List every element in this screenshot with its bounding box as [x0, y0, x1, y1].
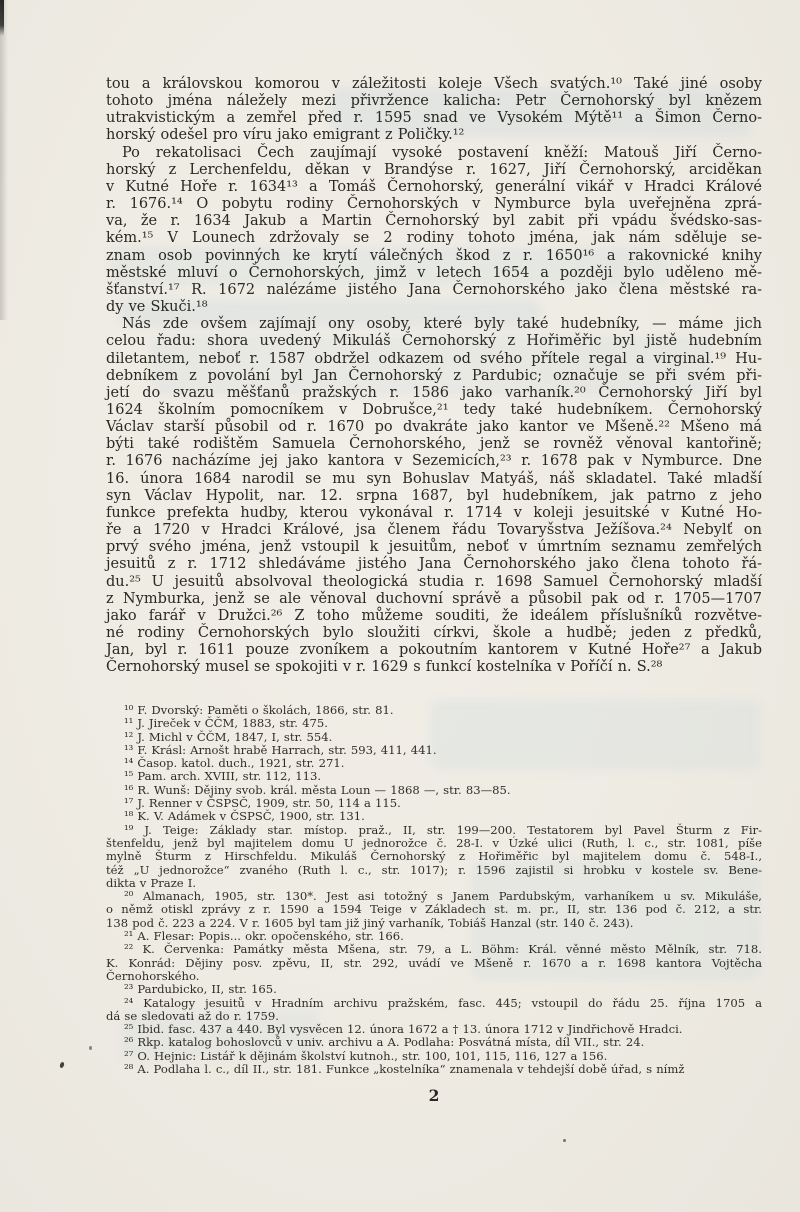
text-line: jesuitů z r. 1712 shledáváme jistého Jana Černohorského jako člena tohoto řá- — [106, 556, 762, 573]
text-line: ¹⁷ J. Renner v ČSPSČ, 1909, str. 50, 114 a 115. — [124, 796, 401, 811]
footnote — [106, 1050, 762, 1063]
paragraph — [106, 145, 762, 317]
footnote — [106, 797, 762, 810]
footnote — [106, 997, 762, 1024]
text-line: ¹⁸ K. V. Adámek v ČSPSČ, 1900, str. 131. — [124, 809, 365, 824]
text-line: syn Václav Hypolit, nar. 12. srpna 1687, byl hudebníkem, jak patrno z jeho — [106, 487, 762, 504]
text-line: ¹⁵ Pam. arch. XVIII, str. 112, 113. — [124, 769, 322, 784]
text-line: du.²⁵ U jesuitů absolvoval theologická studia r. 1698 Samuel Černohorský mladší — [106, 573, 762, 590]
text-line: jako farář v Družci.²⁶ Z toho můžeme souditi, že ideálem příslušníků rozvětve- — [106, 607, 762, 624]
footnote — [106, 943, 762, 983]
text-line: Nás zde ovšem zajímají ony osoby, které byly také hudebníky, — máme jich — [122, 316, 762, 333]
text-line: ²⁶ Rkp. katalog bohoslovců v univ. archivu a A. Podlaha: Posvátná místa, díl VII., str. 24. — [124, 1035, 645, 1050]
text-line: Václav starší působil od r. 1670 po dvakráte jako kantor ve Mšeně.²² Mšeno má — [106, 419, 762, 436]
footnote — [106, 1023, 762, 1036]
text-line: Jan, byl r. 1611 pouze zvoníkem a pokoutním kantorem v Kutné Hoře²⁷ a Jakub — [106, 642, 762, 659]
text-line: dá se sledovati až do r. 1759. — [106, 1008, 279, 1023]
text-line: šťanství.¹⁷ R. 1672 nalézáme jistého Jana Černohorského jako člena městské ra- — [106, 281, 762, 298]
text-line: dy ve Skuči.¹⁸ — [106, 299, 208, 316]
text-line: městské mluví o Černohorských, jimž v letech 1654 a později bylo uděleno mě- — [106, 264, 762, 281]
text-line: Černohorský musel se spokojiti v r. 1629 s funkcí kostelníka v Poříčí n. S.²⁸ — [106, 659, 663, 676]
text-line: ²³ Pardubicko, II, str. 165. — [124, 982, 277, 997]
text-line: ²⁸ A. Podlaha l. c., díl II., str. 181. Funkce „kostelníka“ znamenala v tehdejší době úřad, s nímž — [124, 1062, 685, 1077]
text-line: mylně Šturm z Hirschfeldu. Mikuláš Černohorský z Hořiměřic byl majitelem domu č. 548-I., — [106, 849, 762, 864]
footnote — [106, 784, 762, 797]
text-line: ¹⁴ Časop. katol. duch., 1921, str. 271. — [124, 756, 345, 771]
text-line: horský odešel pro víru jako emigrant z Poličky.¹² — [106, 127, 465, 144]
text-line: tou a královskou komorou v záležitosti koleje Všech svatých.¹⁰ Také jiné osoby — [106, 76, 762, 92]
text-line: znam osob povinných ke krytí válečných škod z r. 1650¹⁶ a rakovnické knihy — [106, 247, 762, 264]
text-line: ²² K. Červenka: Památky města Mšena, str. 79, a L. Böhm: Král. věnné město Mělník, str. 718. — [124, 942, 762, 957]
text-line: 1624 školním pomocníkem v Dobrušce,²¹ tedy také hudebníkem. Černohorský — [106, 401, 762, 418]
text-line: Po rekatolisaci Čech zaujímají vysoké postavení kněží: Matouš Jiří Černo- — [122, 144, 762, 161]
paragraph — [106, 316, 762, 676]
text-line: kém.¹⁵ V Lounech zdržovaly se 2 rodiny tohoto jména, jak nám sděluje se- — [106, 230, 762, 247]
footnotes — [106, 704, 762, 1076]
text-line: 16. února 1684 narodil se mu syn Bohuslav Matyáš, náš skladatel. Také mladší — [106, 470, 762, 487]
text-line: tohoto jména náležely mezi přivržence kalicha: Petr Černohorský byl knězem — [106, 93, 762, 110]
text-line: ²⁷ O. Hejnic: Listář k dějinám školství kutnoh., str. 100, 101, 115, 116, 127 a 156. — [124, 1048, 608, 1063]
text-line: ¹⁶ R. Wunš: Dějiny svob. král. města Loun — 1868 —, str. 83—85. — [124, 782, 511, 797]
footnote — [106, 1063, 762, 1076]
text-line: štenfeldu, jenž byl majitelem domu U jednorožce č. 28-I. v Úzké ulici (Ruth, l. c., str. 1081, píše — [106, 835, 762, 850]
text-line: v Kutné Hoře r. 1634¹³ a Tomáš Černohorský, generální vikář v Hradci Králové — [106, 178, 762, 195]
text-line: ¹⁹ J. Teige: Základy star. místop. praž., II, str. 199—200. Testatorem byl Pavel Šturm z Fir- — [124, 822, 762, 837]
text-line: diletantem, neboť r. 1587 obdržel odkazem od svého přítele regal a virginal.¹⁹ Hu- — [106, 350, 762, 367]
text-line: horský z Lerchenfeldu, děkan v Brandýse r. 1627, Jiří Černohorský, arciděkan — [106, 161, 762, 178]
footnote — [106, 890, 762, 930]
text-line: va, že r. 1634 Jakub a Martin Černohorský byl zabit při vpádu švédsko-sas- — [106, 213, 762, 230]
text-line: celou řadu: shora uvedený Mikuláš Černohorský z Hořiměřic byl jistě hudebním — [106, 333, 762, 350]
page-number: 2 — [428, 1086, 440, 1105]
text-line: jetí do svazu měšťanů pražských r. 1586 jako varhaník.²⁰ Černohorský Jiří byl — [106, 384, 762, 401]
text-line: býti také rodištěm Samuela Černohorského, jenž se rovněž věnoval kantořině; — [106, 436, 762, 453]
text-line: debníkem z povolání byl Jan Černohorský z Pardubic; označuje se při svém při- — [106, 367, 762, 384]
ink-speck — [59, 1061, 65, 1068]
text-line: ¹³ F. Krásl: Arnošt hrabě Harrach, str. 593, 411, 441. — [124, 742, 437, 757]
text-line: o němž otiskl zprávy z r. 1590 a 1594 Teige v Základech st. m. pr., II, str. 136 pod č. 212, a str. — [106, 902, 762, 917]
footnote — [106, 810, 762, 823]
text-line: 138 pod č. 223 a 224. V r. 1605 byl tam již jiný varhaník, Tobiáš Hanzal (str. 140 č. 243). — [106, 915, 634, 930]
text-line: z Nymburka, jenž se ale věnoval duchovní správě a působil pak od r. 1705—1707 — [106, 590, 762, 607]
footnote — [106, 770, 762, 783]
text-line: prvý svého jména, jenž vstoupil k jesuitům, neboť v úmrtním seznamu zemřelých — [106, 539, 762, 556]
text-line: dikta v Praze I. — [106, 875, 197, 890]
ink-speck — [89, 1046, 92, 1050]
text-line: ²⁴ Katalogy jesuitů v Hradním archivu pražském, fasc. 445; vstoupil do řádu 25. října 1705 a — [124, 995, 762, 1010]
footnote — [106, 731, 762, 744]
text-line: ¹⁰ F. Dvorský: Paměti o školách, 1866, str. 81. — [124, 703, 394, 717]
ink-speck — [563, 1139, 566, 1142]
footnote — [106, 757, 762, 770]
footnote — [106, 717, 762, 730]
text-line: K. Konrád: Dějiny posv. zpěvu, II, str. 292, uvádí ve Mšeně r. 1670 a r. 1698 kantora Vojtěcha — [106, 955, 762, 970]
text-line: Černohorského. — [106, 968, 200, 983]
text-line: ²⁵ Ibid. fasc. 437 a 440. Byl vysvěcen 12. února 1672 a † 13. února 1712 v Jindřichově Hradci. — [124, 1022, 683, 1037]
text-line: r. 1676.¹⁴ O pobytu rodiny Černohorských v Nymburce byla uveřejněna zprá- — [106, 196, 762, 213]
text-line: ²⁰ Almanach, 1905, str. 130*. Jest asi totožný s Janem Pardubským, varhaníkem u sv. Mikuláše, — [124, 889, 762, 904]
footnote — [106, 744, 762, 757]
text-line: ¹¹ J. Jireček v ČČM, 1883, str. 475. — [124, 716, 328, 731]
scan-edge-shade — [0, 0, 8, 320]
main-text — [106, 76, 762, 676]
footnote — [106, 930, 762, 943]
paragraph — [106, 76, 762, 145]
text-line: ¹² J. Michl v ČČM, 1847, I, str. 554. — [124, 729, 333, 744]
footnote — [106, 704, 762, 717]
text-line: funkce prefekta hudby, kterou vykonával r. 1714 v koleji jesuitské v Kutné Ho- — [106, 504, 762, 521]
footnote — [106, 824, 762, 890]
footnote — [106, 983, 762, 996]
text-line: ²¹ A. Flesar: Popis... okr. opočenského, str. 166. — [124, 929, 404, 944]
footnote — [106, 1036, 762, 1049]
text-line: též „U jednorožce“ zvaného (Ruth l. c., str. 1017); r. 1596 zajistil si hrobku v kostele sv. Bene- — [106, 862, 762, 877]
text-line: né rodiny Černohorských bylo sloužiti církvi, škole a hudbě; jeden z předků, — [106, 625, 762, 641]
text-line: ře a 1720 v Hradci Králové, jsa členem řádu Tovaryšstva Ježíšova.²⁴ Nebylť on — [106, 522, 762, 539]
text-line: utrakvistickým a zemřel před r. 1595 snad ve Vysokém Mýtě¹¹ a Šimon Černo- — [106, 110, 762, 127]
text-line: r. 1676 nacházíme jej jako kantora v Sezemicích,²³ r. 1678 pak v Nymburce. Dne — [106, 453, 762, 470]
